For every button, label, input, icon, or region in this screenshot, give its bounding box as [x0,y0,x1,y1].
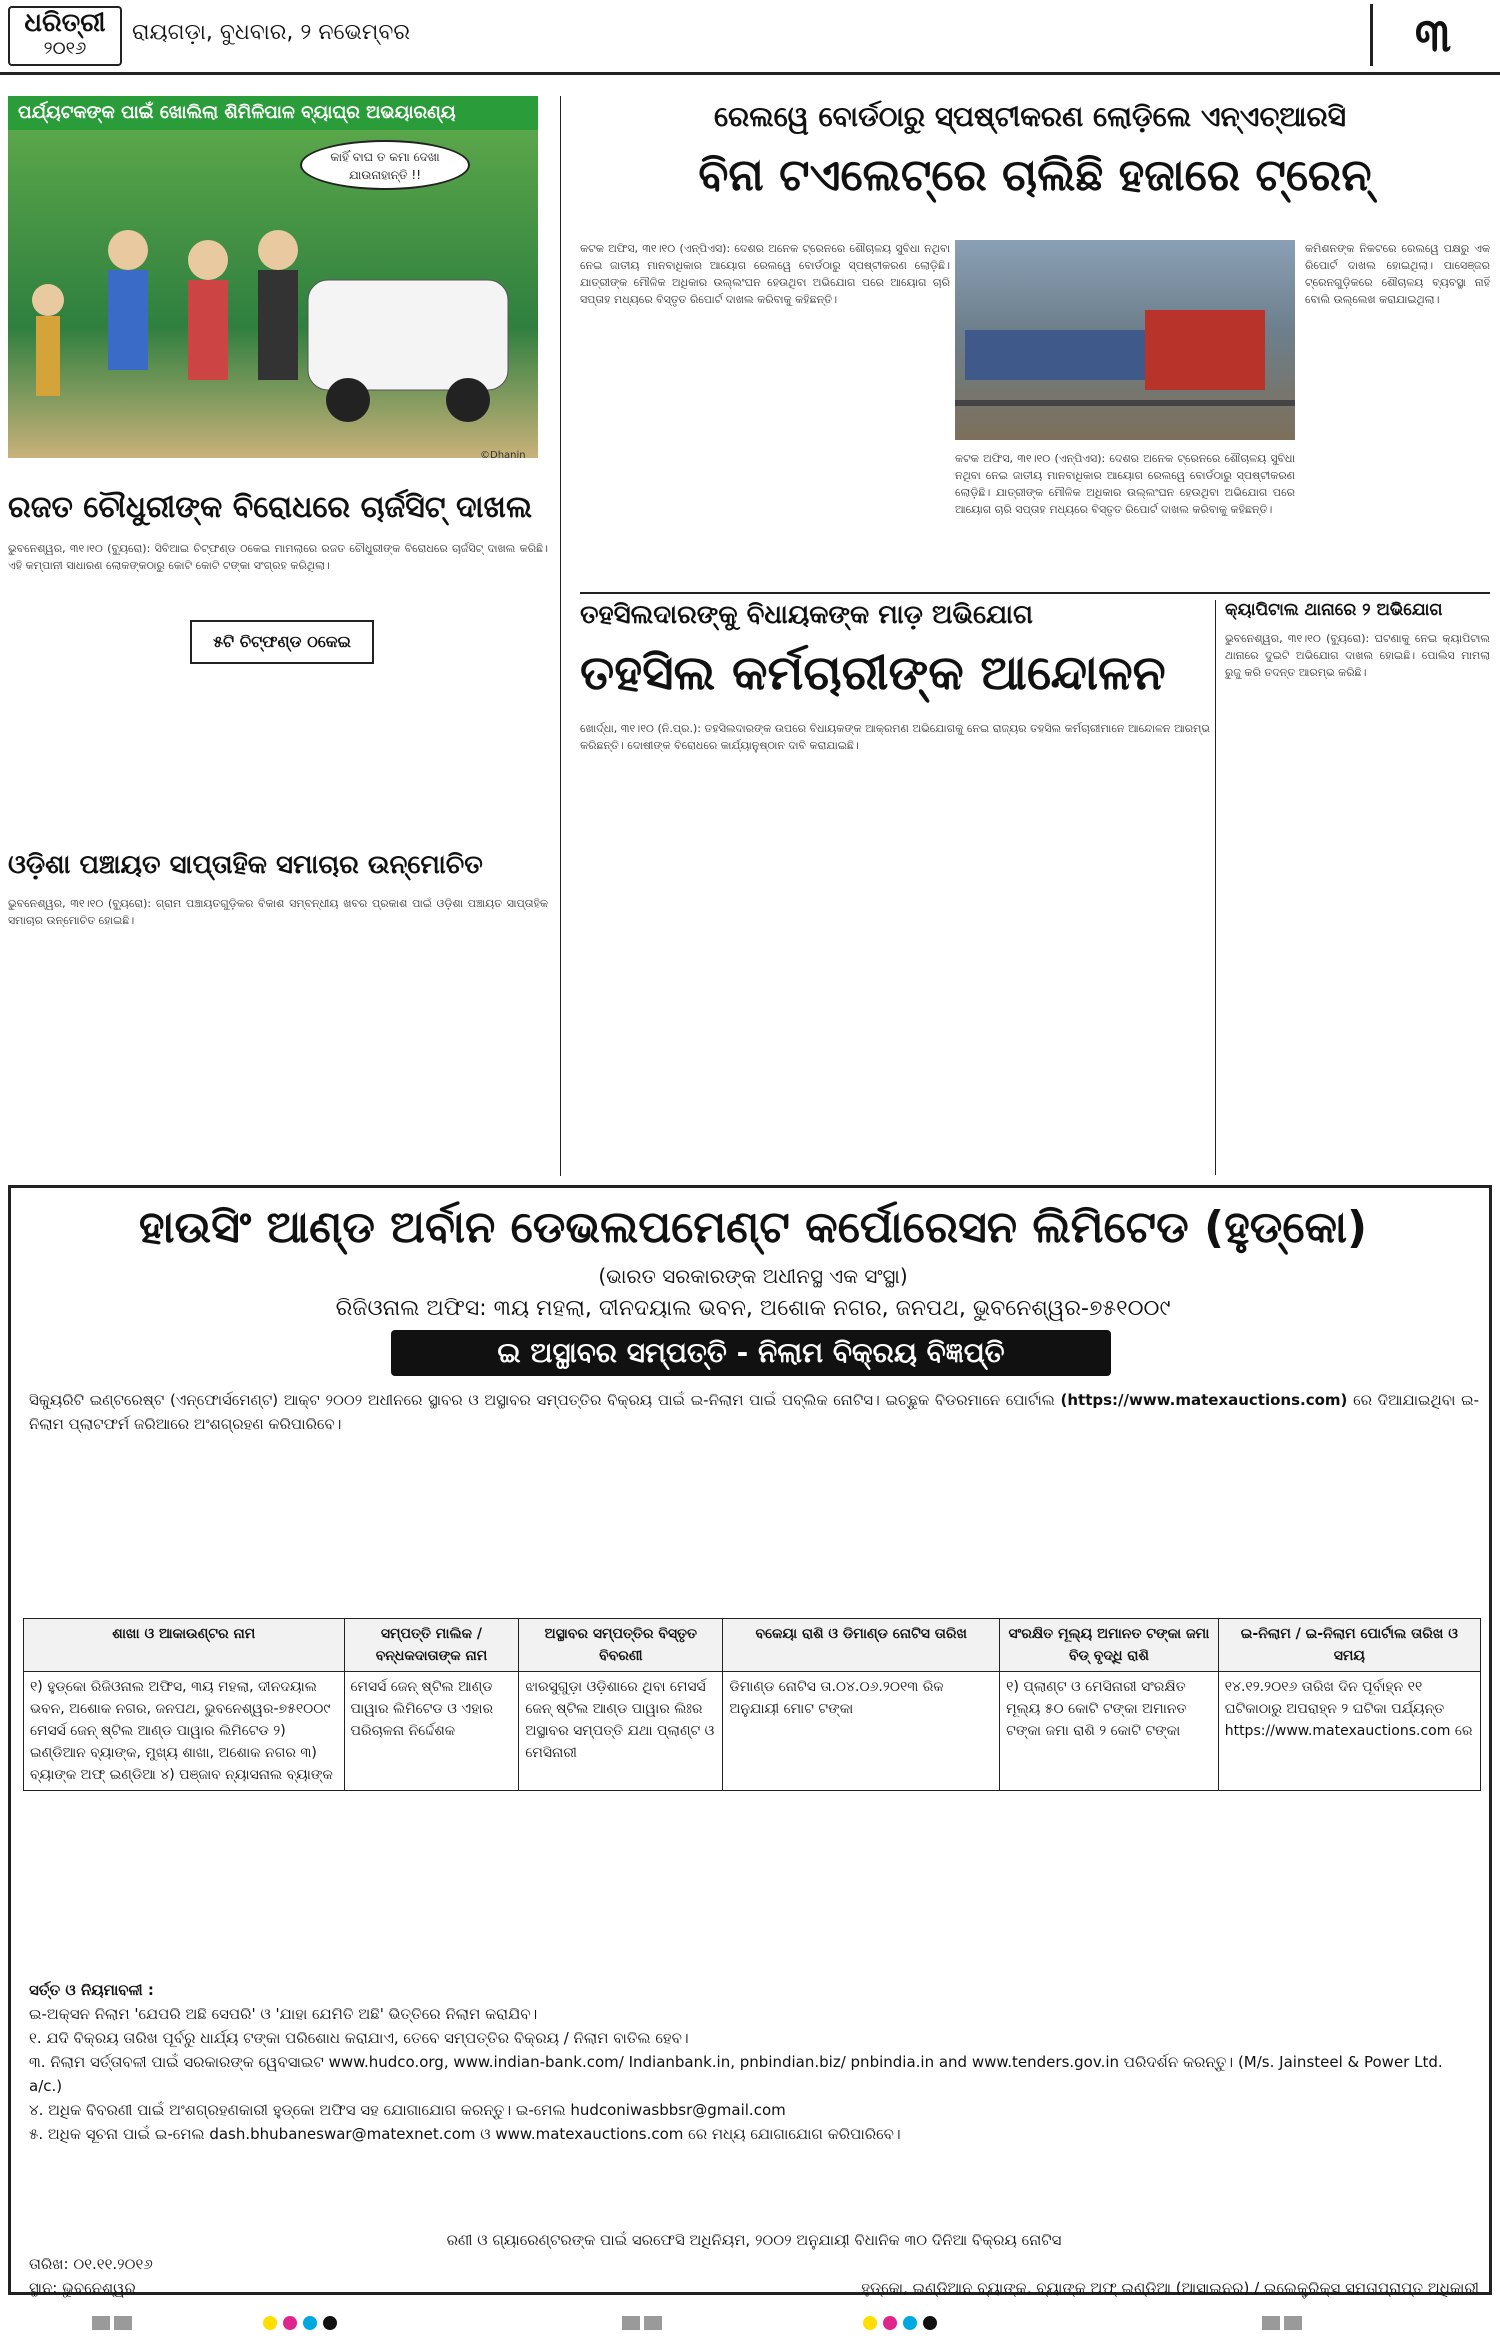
black-dot [923,2316,937,2330]
person-head [188,240,228,280]
speech-bubble: କାହିଁ ବାଘ ତ କମା ଦେଖା ଯାଉନାହାନ୍ତି !! [300,140,470,190]
yellow-dot [263,2316,277,2330]
hudco-auction-notice [8,1185,1492,2295]
page-number: ୩ [1370,4,1493,66]
gray-swatch [1284,2316,1302,2330]
term-item: ଇ-ଅକ୍ସନ ନିଲାମ 'ଯେପରି ଅଛି ସେପରି' ଓ 'ଯାହା ଯେମିତି ଅଛି' ଭିତ୍ତିରେ ନିଲାମ କରାଯିବ। [29,2005,538,2023]
magenta-dot [283,2316,297,2330]
rail-headline: ବିନା ଟଏଲେଟ୍‌ରେ ଚାଲିଛି ହଜାରେ ଟ୍ରେନ୍ [698,150,1372,201]
rajat-headline: ରଜତ ଚୌଧୁରୀଙ୍କ ବିରୋଧରେ ଚାର୍ଜସିଟ୍ ଦାଖଲ [8,490,533,525]
footer-date: ତାରିଖ: ୦୧.୧୧.୨୦୧୬ [29,2255,153,2273]
person-head [32,284,64,316]
column-header: ସମ୍ପତ୍ତି ମାଲିକ / ବନ୍ଧକଦାତାଙ୍କ ନାମ [344,1619,519,1672]
column-rule [1215,600,1216,1175]
table-header-row [24,1619,1481,1672]
gray-swatch [622,2316,640,2330]
tahasil-headline: ତହସିଲ କର୍ମଚାରୀଙ୍କ ଆନ୍ଦୋଳନ [580,645,1166,701]
ad-title: ହାଉସିଂ ଆଣ୍ଡ ଅର୍ବାନ ଡେଭଲପମେଣ୍ଟ କର୍ପୋରେସନ ଲିମିଟେଡ (ହୁଡ୍‌କୋ) [138,1202,1368,1253]
gray-swatch [644,2316,662,2330]
rail-body-2: କଟକ ଅଫିସ, ୩୧।୧୦ (ଏନ୍‌ପିଏସ): ଦେଶର ଅନେକ ଟ୍ରେନରେ ଶୌଚାଳୟ ସୁବିଧା ନଥିବା ନେଇ ଜାତୀୟ ମାନବାଧିକାର ଆୟୋଗ ରେଲୱେ ବୋର୍ଡଠାରୁ ସ୍ପଷ୍ଟୀକରଣ ଲୋଡ଼ିଛି। ଯାତ୍ରୀଙ୍କ ମୌଳିକ ଅଧିକାର ଉଲ୍ଲଂଘନ ହେଉଥିବା ଅଭିଯୋଗ ପରେ ଆୟୋଗ ଚାରି ସପ୍ତାହ ମଧ୍ୟରେ ବିସ୍ତୃତ ରିପୋର୍ଟ ଦାଖଲ କରିବାକୁ କହିଛନ୍ତି। [955,452,1295,516]
terms-section [29,1978,1479,2146]
rail-right-column: କମିଶନଙ୍କ ନିକଟରେ ରେଲୱେ ପକ୍ଷରୁ ଏକ ରିପୋର୍ଟ ଦାଖଲ ହୋଇଥିଲା। ପାସେଞ୍ଜର ଟ୍ରେନଗୁଡ଼ିକରେ ଶୌଚାଳୟ ବ୍ୟବସ୍ଥା ନାହିଁ ବୋଲି ଉଲ୍ଲେଖ କରାଯାଇଥିଲା। [1305,242,1490,306]
rail-track [955,400,1295,406]
footer-row [29,2276,1479,2300]
print-registration-bar [0,2312,1500,2335]
person-head [258,230,298,270]
person-body [108,270,148,370]
panchayat-headline: ଓଡ଼ିଶା ପଞ୍ଚାୟତ ସାପ୍ତାହିକ ସମାଚାର ଉନ୍ମୋଚିତ [8,850,483,880]
cartoon-image [8,130,538,458]
ad-intro [29,1388,1479,1436]
cartoon-title: ପର୍ଯ୍ୟଟକଙ୍କ ପାଇଁ ଖୋଲିଲା ଶିମିଳିପାଳ ବ୍ୟାଘ୍ର ଅଭୟାରଣ୍ୟ [8,96,538,130]
logo-year: ୨୦୧୬ [43,38,87,59]
footer-notice: ରଣୀ ଓ ଗ୍ୟାରେଣ୍ଟରଙ୍କ ପାଇଁ ସରଫେସି ଅଧିନିୟମ, ୨୦୦୨ ଅନୁଯାୟୀ ବିଧାନିକ ୩୦ ଦିନିଆ ବିକ୍ରୟ ନୋଟିସ [446,2231,1062,2249]
gray-swatch [92,2316,110,2330]
dateline: ରାୟଗଡ଼ା, ବୁଧବାର, ୨ ନଭେମ୍ବର [132,20,411,45]
tahasil-body: ଖୋର୍ଦ୍ଧା, ୩୧।୧୦ (ନି.ପ୍ର.): ତହସିଲଦାରଙ୍କ ଉପରେ ବିଧାୟକଙ୍କ ଆକ୍ରମଣ ଅଭିଯୋଗକୁ ନେଇ ରାଜ୍ୟର ତହସିଲ କର୍ମଚାରୀମାନେ ଆନ୍ଦୋଳନ ଆରମ୍ଭ କରିଛନ୍ତି। ଦୋଷୀଙ୍କ ବିରୋଧରେ କାର୍ଯ୍ୟାନୁଷ୍ଠାନ ଦାବି କରାଯାଇଛି। [580,722,1210,752]
section-rule [580,592,1490,594]
table-row [24,1672,1481,1791]
train-photo [955,240,1295,440]
table-cell: ଡିମାଣ୍ଡ ନୋଟିସ ତା.୦୪.୦୬.୨୦୧୩ ରିକ ଅନୁଯାୟୀ ମୋଟ ଟଙ୍କା [723,1672,1000,1791]
cyan-dot [903,2316,917,2330]
term-item: ୧. ଯଦି ବିକ୍ରୟ ତାରିଖ ପୂର୍ବରୁ ଧାର୍ଯ୍ୟ ଟଙ୍କା ପରିଶୋଧ କରାଯାଏ, ତେବେ ସମ୍ପତ୍ତିର ବିକ୍ରୟ / ନିଲାମ ବାତିଲ ହେବ। [29,2029,689,2047]
car-wheel [446,378,490,422]
gray-swatches [620,2312,664,2338]
person-body [36,316,60,396]
table-cell: ଝାରସୁଗୁଡ଼ା ଓଡ଼ିଶାରେ ଥିବା ମେସର୍ସ ଜେନ୍ ଷ୍ଟିଲ ଆଣ୍ଡ ପାୱାର ଲିଃର ଅସ୍ଥାବର ସମ୍ପତ୍ତି ଯଥା ପ୍ଲାଣ୍ଟ ଓ ମେସିନାରୀ [519,1672,723,1791]
capital-headline: କ୍ୟାପିଟାଲ ଥାନାରେ ୨ ଅଭିଯୋଗ [1225,600,1443,620]
cyan-dot [303,2316,317,2330]
ad-footer [29,2228,1479,2300]
table-cell: ମେସର୍ସ ଜେନ୍ ଷ୍ଟିଲ ଆଣ୍ଡ ପାୱାର ଲିମିଟେଡ ଓ ଏହାର ପରିଚାଳନା ନିର୍ଦ୍ଦେଶକ [344,1672,519,1791]
footer-place: ସ୍ଥାନ: ଭୁବନେଶ୍ୱର [29,2279,136,2297]
gray-swatches [90,2312,134,2338]
ad-intro-tail: ରେ ଦିଆଯାଇଥିବା ଇ-ନିଲାମ ପ୍ଲାଟଫର୍ମ ଜରିଆରେ ଅଂଶଗ୍ରହଣ କରିପାରିବେ। [29,1391,1479,1433]
rail-body: କଟକ ଅଫିସ, ୩୧।୧୦ (ଏନ୍‌ପିଏସ): ଦେଶର ଅନେକ ଟ୍ରେନରେ ଶୌଚାଳୟ ସୁବିଧା ନଥିବା ନେଇ ଜାତୀୟ ମାନବାଧିକାର ଆୟୋଗ ରେଲୱେ ବୋର୍ଡଠାରୁ ସ୍ପଷ୍ଟୀକରଣ ଲୋଡ଼ିଛି। ଯାତ୍ରୀଙ୍କ ମୌଳିକ ଅଧିକାର ଉଲ୍ଲଂଘନ ହେଉଥିବା ଅଭିଯୋଗ ପରେ ଆୟୋଗ ଚାରି ସପ୍ତାହ ମଧ୍ୟରେ ବିସ୍ତୃତ ରିପୋର୍ଟ ଦାଖଲ କରିବାକୁ କହିଛନ୍ତି। [580,242,950,306]
magenta-dot [883,2316,897,2330]
person-head [108,230,148,270]
gray-swatches [1260,2312,1304,2338]
train-illustration [955,240,1295,440]
cartoon-illustration [8,130,538,458]
car-wheel [326,378,370,422]
gray-swatch [1262,2316,1280,2330]
yellow-dot [863,2316,877,2330]
term-item: ୩. ନିଲାମ ସର୍ତ୍ତାବଳୀ ପାଇଁ ସରକାରଙ୍କ ୱେବସାଇଟ www.hudco.org, www.indian-bank.com/ Indianbank.in, pnbindian.biz/ pnbindia.in and www.tenders.gov.in ପରିଦର୍ଶନ କରନ୍ତୁ। (M/s. Jainsteel & Power Ltd. a/c.) [29,2053,1443,2095]
term-item: ୫. ଅଧିକ ସୂଚନା ପାଇଁ ଇ-ମେଲ dash.bhubaneswar@matexnet.com ଓ www.matexauctions.com ରେ ମଧ୍ୟ ଯୋଗାଯୋଗ କରିପାରିବେ। [29,2125,901,2143]
cartoonist-signature: ©Dhanin [480,450,526,461]
color-registration-marks [260,2312,340,2338]
column-header: ବକେୟା ରାଶି ଓ ଡିମାଣ୍ଡ ନୋଟିସ ତାରିଖ [723,1619,1000,1672]
person-body [258,270,298,380]
footer-signatory: ହୁଡ୍‌କୋ, ଇଣ୍ଡିଆନ ବ୍ୟାଙ୍କ, ବ୍ୟାଙ୍କ ଅଫ୍ ଇଣ୍ଡିଆ (ଆସାଇନର) / ଇଲେକ୍ଟ୍ରିକ୍ସ ସମତାପ୍ରାପ୍ତ ଅଧିକାରୀ [861,2279,1479,2297]
table-cell: ୧୪.୧୨.୨୦୧୬ ତାରିଖ ଦିନ ପୂର୍ବାହ୍ନ ୧୧ ଘଟିକାଠାରୁ ଅପରାହ୍ନ ୨ ଘଟିକା ପର୍ଯ୍ୟନ୍ତ https://www.matexauctions.com ରେ [1218,1672,1480,1791]
table-cell: ୧) ପ୍ଲାଣ୍ଟ ଓ ମେସିନାରୀ ସଂରକ୍ଷିତ ମୂଲ୍ୟ ୫୦ କୋଟି ଟଙ୍କା ଅମାନତ ଟଙ୍କା ଜମା ରାଶି ୨ କୋଟି ଟଙ୍କା [1000,1672,1219,1791]
rajat-body: ଭୁବନେଶ୍ୱର, ୩୧।୧୦ (ବ୍ୟୁରୋ): ସିବିଆଇ ଚିଟ୍‌ଫଣ୍ଡ ଠକେଇ ମାମଲାରେ ରଜତ ଚୌଧୁରୀଙ୍କ ବିରୋଧରେ ଚାର୍ଜସିଟ୍ ଦାଖଲ କରିଛି। ଏହି କମ୍ପାନୀ ସାଧାରଣ ଲୋକଙ୍କଠାରୁ କୋଟି କୋଟି ଟଙ୍କା ସଂଗ୍ରହ କରିଥିଲା। [8,542,548,572]
rajat-subhead: ୫ଟି ଚିଟ୍‌ଫଣ୍ଡ ଠକେଇ [190,620,374,664]
ad-office-address: ରିଜିଓନାଲ ଅଫିସ: ୩ୟ ମହଲା, ଦୀନଦୟାଲ ଭବନ, ଅଶୋକ ନଗର, ଜନପଥ, ଭୁବନେଶ୍ୱର-୭୫୧୦୦୯ [335,1296,1171,1321]
column-header: ସଂରକ୍ଷିତ ମୂଲ୍ୟ ଅମାନତ ଟଙ୍କା ଜମା ବିଡ୍ ବୃଦ୍ଧି ରାଶି [1000,1619,1219,1672]
column-header: ଶାଖା ଓ ଆକାଉଣ୍ଟର ନାମ [24,1619,345,1672]
capital-body: ଭୁବନେଶ୍ୱର, ୩୧।୧୦ (ବ୍ୟୁରୋ): ଘଟଣାକୁ ନେଇ କ୍ୟାପିଟାଲ ଥାନାରେ ଦୁଇଟି ଅଭିଯୋଗ ଦାଖଲ ହୋଇଛି। ପୋଲିସ ମାମଲା ରୁଜୁ କରି ତଦନ୍ତ ଆରମ୍ଭ କରିଛି। [1225,632,1490,679]
car-shape [308,280,508,390]
tahasil-kicker: ତହସିଲଦାରଙ୍କୁ ବିଧାୟକଙ୍କ ମାଡ଼ ଅଭିଯୋଗ [580,600,1033,630]
logo-name: ଧରିତ୍ରୀ [24,8,106,38]
color-registration-marks [860,2312,940,2338]
ad-intro-url: (https://www.matexauctions.com) [1060,1391,1348,1409]
train-coach [965,330,1145,380]
train-engine [1145,310,1265,390]
column-rule [560,96,561,1176]
term-item: ୪. ଅଧିକ ବିବରଣୀ ପାଇଁ ଅଂଶଗ୍ରହଣକାରୀ ହୁଡ୍‌କୋ ଅଫିସ ସହ ଯୋଗାଯୋଗ କରନ୍ତୁ। ଇ-ମେଲ hudconiwasbbsr@gmail.com [29,2101,786,2119]
rail-kicker: ରେଲୱେ ବୋର୍ଡଠାରୁ ସ୍ପଷ୍ଟୀକରଣ ଲୋଡ଼ିଲେ ଏନ୍‌ଏଚ୍‌ଆରସି [714,100,1346,133]
table-cell: ୧) ହୁଡ୍‌କୋ ରିଜିଓନାଲ ଅଫିସ, ୩ୟ ମହଲା, ଦୀନଦୟାଲ ଭବନ, ଅଶୋକ ନଗର, ଜନପଥ, ଭୁବନେଶ୍ୱର-୭୫୧୦୦୯ ମେସର୍ସ ଜେନ୍ ଷ୍ଟିଲ ଆଣ୍ଡ ପାୱାର ଲିମିଟେଡ ୨) ଇଣ୍ଡିଆନ ବ୍ୟାଙ୍କ, ମୁଖ୍ୟ ଶାଖା, ଅଶୋକ ନଗର ୩) ବ୍ୟାଙ୍କ ଅଫ୍ ଇଣ୍ଡିଆ ୪) ପଞ୍ଜାବ ନ୍ୟାସନାଲ ବ୍ୟାଙ୍କ [24,1672,345,1791]
gray-swatch [114,2316,132,2330]
terms-title: ସର୍ତ୍ତ ଓ ନିୟମାବଳୀ : [29,1981,154,1999]
panchayat-body: ଭୁବନେଶ୍ୱର, ୩୧।୧୦ (ବ୍ୟୁରୋ): ଗ୍ରାମ ପଞ୍ଚାୟତଗୁଡ଼ିକର ବିକାଶ ସମ୍ବନ୍ଧୀୟ ଖବର ପ୍ରକାଶ ପାଇଁ ଓଡ଼ିଶା ପଞ୍ଚାୟତ ସାପ୍ତାହିକ ସମାଚାର ଉନ୍ମୋଚିତ ହୋଇଛି। [8,897,548,927]
person-body [188,280,228,380]
column-header: ଅସ୍ଥାବର ସମ୍ପତ୍ତିର ବିସ୍ତୃତ ବିବରଣୀ [519,1619,723,1672]
ad-subtitle: (ଭାରତ ସରକାରଙ୍କ ଅଧୀନସ୍ଥ ଏକ ସଂସ୍ଥା) [598,1264,908,1288]
newspaper-logo [8,6,122,66]
ad-intro-text: ସିକ୍ୟୁରିଟି ଇଣ୍ଟରେଷ୍ଟ (ଏନ୍‌ଫୋର୍ସମେଣ୍ଟ) ଆକ୍ଟ ୨୦୦୨ ଅଧୀନରେ ସ୍ଥାବର ଓ ଅସ୍ଥାବର ସମ୍ପତ୍ତିର ବିକ୍ରୟ ପାଇଁ ଇ-ନିଲାମ ପାଇଁ ପବ୍ଲିକ ନୋଟିସ। ଇଚ୍ଛୁକ ବିଡରମାନେ ପୋର୍ଟାଲ [29,1391,1055,1409]
ad-banner: ଇ ଅସ୍ଥାବର ସମ୍ପତ୍ତି - ନିଲାମ ବିକ୍ରୟ ବିଜ୍ଞପ୍ତି [391,1330,1111,1376]
auction-table [23,1618,1481,1791]
column-header: ଇ-ନିଲାମ / ଇ-ନିଲାମ ପୋର୍ଟାଲ ତାରିଖ ଓ ସମୟ [1218,1619,1480,1672]
black-dot [323,2316,337,2330]
